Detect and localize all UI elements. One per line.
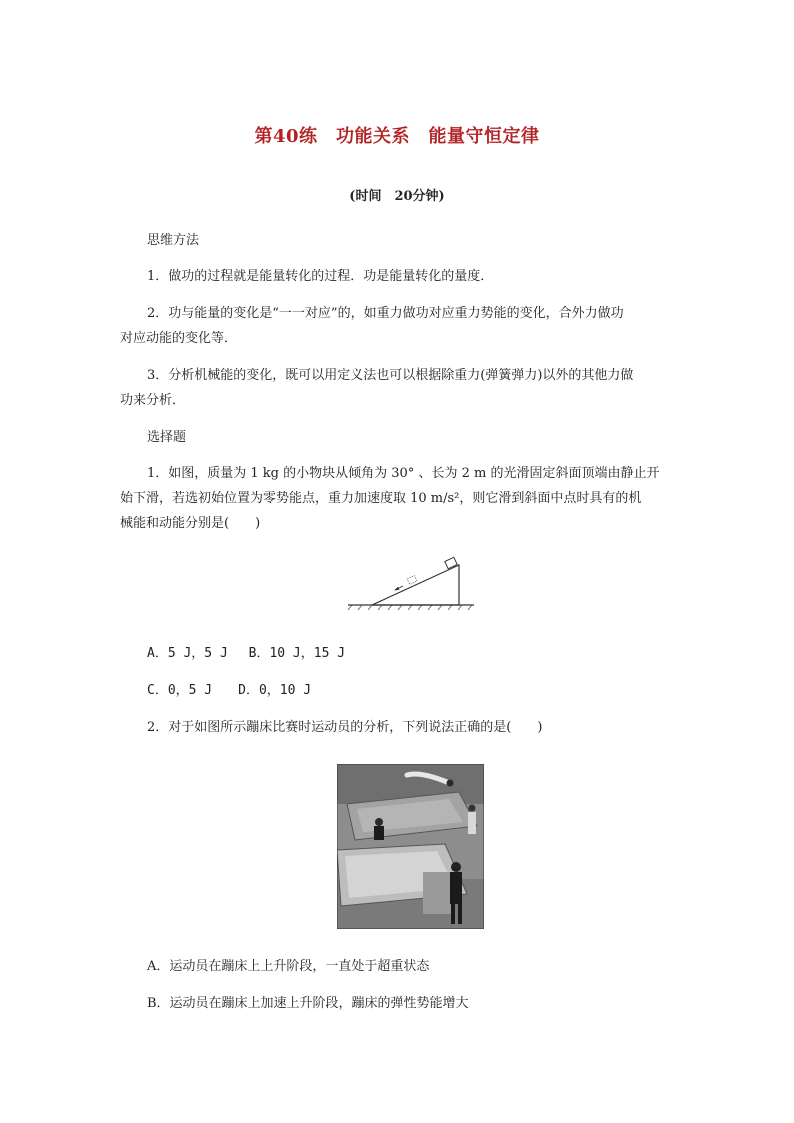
methods-heading: 思维方法 [147, 233, 200, 248]
method-item-3-line-1: 3．分析机械能的变化，既可以用定义法也可以根据除重力(弹簧弹力)以外的其他力做 [147, 368, 634, 383]
incline-diagram [346, 555, 476, 611]
incline-triangle [372, 565, 459, 605]
motion-arrow-head [394, 587, 400, 591]
page-title: 第40练 功能关系 能量守恒定律 [254, 126, 540, 147]
block-midpoint-dashed [407, 576, 417, 585]
question-1-line-1: 1．如图，质量为 1 kg 的小物块从倾角为 30° 、长为 2 m 的光滑固定斜面顶端由静止开 [147, 466, 660, 481]
method-item-1: 1．做功的过程就是能量转化的过程．功是能量转化的量度． [147, 269, 494, 284]
ground-hatching [348, 605, 472, 610]
method-item-2-line-1: 2．功与能量的变化是“一一对应”的，如重力做功对应重力势能的变化，合外力做功 [147, 306, 624, 321]
question-2-option-a: A．运动员在蹦床上上升阶段，一直处于超重状态 [147, 959, 430, 974]
question-2-stem: 2．对于如图所示蹦床比赛时运动员的分析，下列说法正确的是( ) [147, 720, 543, 735]
choice-heading: 选择题 [147, 430, 187, 445]
question-1-line-2: 始下滑，若选初始位置为零势能点，重力加速度取 10 m/s²，则它滑到斜面中点时具有的机 [120, 491, 642, 506]
method-item-2-line-2: 对应动能的变化等． [120, 331, 238, 346]
method-item-3-line-2: 功来分析． [120, 393, 186, 408]
question-1-options-cd: C．0，5 J D．0，10 J [147, 683, 312, 698]
question-2-option-b: B．运动员在蹦床上加速上升阶段，蹦床的弹性势能增大 [147, 996, 469, 1011]
trampoline-photo [337, 764, 484, 929]
spotter-figure [450, 872, 462, 904]
coach-figure [374, 826, 384, 840]
time-limit: (时间 20分钟) [349, 189, 445, 204]
question-1-line-3: 械能和动能分别是( ) [120, 516, 261, 531]
question-1-options-ab: A．5 J，5 J B．10 J，15 J [147, 646, 346, 661]
